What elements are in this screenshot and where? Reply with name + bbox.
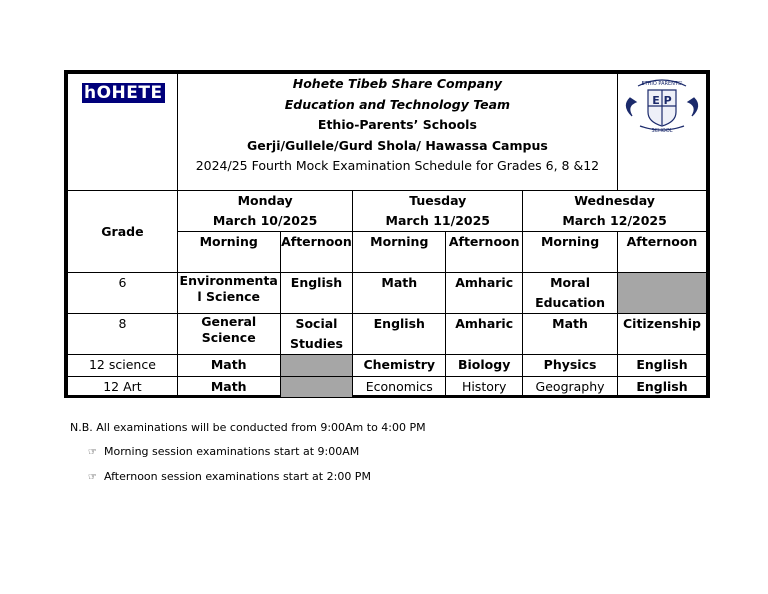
day-tuesday — [353, 191, 523, 232]
exam-cell: English — [280, 273, 353, 314]
exam-cell: Biology — [446, 355, 523, 377]
page-title: 2024/25 Fourth Mock Examination Schedule for Grades 6, 8 &12 — [195, 158, 600, 173]
crest-letters: E P — [652, 94, 672, 107]
exam-cell: Math — [177, 355, 280, 377]
crest-top-text: ETHIO PARENTS' — [641, 81, 683, 87]
session-header: Morning — [523, 232, 618, 273]
grade-cell: 6 — [68, 273, 178, 314]
grade-cell: 12 science — [68, 355, 178, 377]
empty-slot — [280, 355, 353, 377]
campus-name: Gerji/Gullele/Gurd Shola/ Hawassa Campus — [247, 137, 548, 153]
school-crest-logo — [618, 76, 706, 134]
day-wednesday — [523, 191, 707, 232]
crest-bottom-text: SCHOOL — [651, 128, 673, 134]
list-item-text: Afternoon session examinations start at 2:00 PM — [104, 470, 371, 483]
schedule-sheet — [64, 70, 710, 398]
crest-cell — [617, 74, 706, 191]
session-header: Morning — [177, 232, 280, 273]
exam-cell: Physics — [523, 355, 618, 377]
team-name: Education and Technology Team — [284, 96, 511, 112]
session-header: Afternoon — [280, 232, 353, 273]
day-name: Wednesday — [574, 193, 655, 208]
empty-slot — [280, 377, 353, 398]
exam-cell: English — [353, 314, 446, 355]
nb-note: N.B. All examinations will be conducted from 9:00Am to 4:00 PM — [70, 421, 426, 434]
exam-cell: Chemistry — [353, 355, 446, 377]
exam-cell: Moral Education — [523, 273, 618, 314]
exam-cell: History — [446, 377, 523, 398]
exam-cell: Math — [523, 314, 618, 355]
table-row — [68, 377, 707, 398]
exam-cell: English — [617, 377, 706, 398]
table-row — [68, 273, 707, 314]
exam-cell: Amharic — [446, 273, 523, 314]
exam-cell: Geography — [523, 377, 618, 398]
grade-header: Grade — [68, 191, 178, 273]
day-date: March 12/2025 — [562, 213, 667, 228]
schedule-table — [67, 73, 707, 398]
day-date: March 10/2025 — [212, 213, 318, 228]
schools-name: Ethio-Parents’ Schools — [317, 117, 477, 132]
table-row — [68, 314, 707, 355]
exam-cell: Economics — [353, 377, 446, 398]
day-name: Monday — [237, 193, 293, 208]
session-header: Afternoon — [446, 232, 523, 273]
list-item — [88, 445, 359, 460]
hohete-logo: hOHETE — [84, 83, 163, 103]
exam-cell: Math — [177, 377, 280, 398]
grade-cell: 12 Art — [68, 377, 178, 398]
grade-cell: 8 — [68, 314, 178, 355]
logo-cell — [68, 74, 178, 191]
exam-cell: Amharic — [446, 314, 523, 355]
session-header: Afternoon — [617, 232, 706, 273]
exam-cell: Social Studies — [280, 314, 353, 355]
pointing-hand-icon: ☞ — [88, 447, 97, 458]
company-name: Hohete Tibeb Share Company — [292, 76, 503, 91]
exam-cell: English — [617, 355, 706, 377]
exam-cell: Citizenship — [617, 314, 706, 355]
list-item — [88, 470, 371, 485]
exam-cell: Environmental Science — [177, 273, 280, 314]
day-date: March 11/2025 — [385, 213, 490, 228]
day-monday — [177, 191, 352, 232]
empty-slot — [617, 273, 706, 314]
header-cell — [177, 74, 617, 191]
session-header: Morning — [353, 232, 446, 273]
pointing-hand-icon: ☞ — [88, 472, 97, 483]
exam-cell: General Science — [177, 314, 280, 355]
table-row — [68, 355, 707, 377]
day-name: Tuesday — [409, 193, 467, 208]
exam-cell: Math — [353, 273, 446, 314]
list-item-text: Morning session examinations start at 9:00AM — [104, 445, 360, 458]
